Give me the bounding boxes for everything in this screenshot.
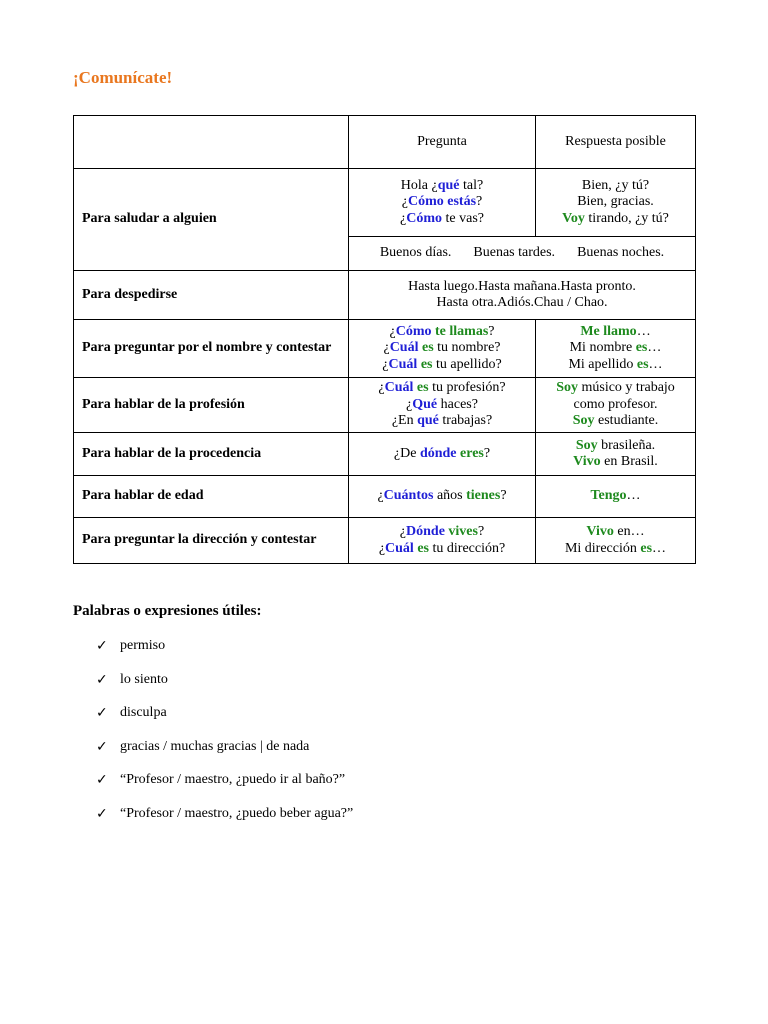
text-segment: ? bbox=[477, 524, 485, 539]
cell-line bbox=[536, 194, 695, 211]
text-segment: tirando, ¿y tú? bbox=[584, 210, 669, 226]
text-segment: en Brasil. bbox=[600, 454, 658, 469]
cell-line bbox=[349, 397, 535, 414]
table-header-row bbox=[74, 116, 696, 169]
list-item bbox=[96, 636, 353, 670]
text-segment: tu profesión? bbox=[428, 380, 506, 396]
text-segment: ¿ bbox=[378, 380, 385, 396]
row-label-saludar: Para saludar a alguien bbox=[74, 169, 349, 271]
despedida-item: Hasta pronto. bbox=[560, 278, 636, 294]
text-segment: trabajas? bbox=[438, 413, 493, 429]
keyword-green: Soy bbox=[556, 380, 578, 396]
text-segment: ¿ bbox=[378, 540, 386, 556]
useful-expressions-title: Palabras o expresiones útiles: bbox=[73, 603, 262, 619]
despedida-item: Chau / Chao. bbox=[534, 295, 608, 310]
keyword-blue: Cuál bbox=[385, 540, 414, 556]
respuesta-cell-nombre bbox=[536, 320, 696, 378]
cell-line bbox=[536, 324, 695, 341]
cell-line bbox=[536, 211, 695, 228]
phrases-table bbox=[73, 115, 696, 564]
keyword-blue: Dónde bbox=[406, 524, 445, 539]
header-respuesta: Respuesta posible bbox=[536, 116, 696, 169]
keyword-green: Vivo bbox=[573, 454, 601, 469]
list-item-text: gracias / muchas gracias | de nada bbox=[120, 738, 310, 754]
respuesta-cell-saludar bbox=[536, 169, 696, 237]
text-segment: tu nombre? bbox=[433, 340, 501, 356]
keyword-green: Soy bbox=[572, 413, 595, 429]
text-segment: … bbox=[626, 488, 641, 504]
saludo-item: Buenos días. bbox=[379, 245, 452, 261]
text-segment: tu apellido? bbox=[432, 356, 502, 372]
text-segment: ¿En bbox=[391, 413, 418, 429]
pregunta-cell-edad bbox=[349, 476, 536, 518]
check-icon: ✓ bbox=[96, 705, 108, 722]
text-segment: tal? bbox=[459, 177, 484, 193]
text-segment: ¿ bbox=[399, 524, 407, 539]
cell-line bbox=[349, 357, 535, 374]
text-segment: … bbox=[648, 356, 663, 372]
text-segment: haces? bbox=[437, 396, 478, 412]
saludo-item: Buenas tardes. bbox=[473, 245, 556, 261]
cell-line bbox=[349, 488, 535, 505]
text-segment: … bbox=[636, 323, 651, 339]
keyword-blue: Cuál bbox=[388, 356, 418, 372]
despedidas-cell bbox=[349, 271, 696, 320]
text-segment: estudiante. bbox=[594, 413, 659, 429]
cell-line bbox=[536, 454, 695, 471]
cell-line bbox=[536, 438, 695, 455]
cell-line bbox=[349, 446, 535, 463]
pregunta-cell-saludar bbox=[349, 169, 536, 237]
list-item bbox=[96, 703, 353, 737]
keyword-blue: qué bbox=[417, 413, 439, 429]
cell-line bbox=[349, 541, 535, 558]
keyword-green: Tengo bbox=[590, 488, 627, 504]
row-label-procedencia: Para hablar de la procedencia bbox=[74, 433, 349, 476]
text-segment: … bbox=[652, 540, 667, 556]
saludos-cell bbox=[349, 237, 696, 271]
saludo-item: Buenas noches. bbox=[577, 245, 665, 261]
check-icon: ✓ bbox=[96, 772, 108, 789]
row-label-despedirse: Para despedirse bbox=[74, 271, 349, 320]
text-segment: ? bbox=[483, 445, 491, 461]
cell-line bbox=[349, 380, 535, 397]
check-icon: ✓ bbox=[96, 738, 108, 755]
keyword-blue: Cuál bbox=[384, 380, 414, 396]
keyword-blue: dónde bbox=[419, 445, 457, 461]
keyword-green: eres bbox=[460, 445, 484, 461]
text-segment: años bbox=[433, 488, 467, 504]
cell-line bbox=[536, 488, 695, 505]
pregunta-cell-nombre bbox=[349, 320, 536, 378]
respuesta-cell-procedencia bbox=[536, 433, 696, 476]
respuesta-cell-profesion bbox=[536, 378, 696, 433]
keyword-blue: Cómo bbox=[395, 323, 432, 339]
text-segment: Mi dirección bbox=[564, 540, 641, 556]
cell-line bbox=[349, 413, 535, 430]
keyword-green: vives bbox=[448, 524, 478, 539]
pregunta-cell-procedencia bbox=[349, 433, 536, 476]
row-label-nombre: Para preguntar por el nombre y contestar bbox=[74, 320, 349, 378]
cell-line bbox=[536, 397, 695, 414]
table-row-edad bbox=[74, 476, 696, 518]
cell-line bbox=[536, 524, 695, 541]
header-empty-cell bbox=[74, 116, 349, 169]
text-segment: ? bbox=[488, 323, 495, 339]
text-segment: Mi apellido bbox=[568, 356, 637, 372]
keyword-blue: Cómo bbox=[406, 210, 442, 226]
pregunta-cell-direccion bbox=[349, 518, 536, 564]
despedida-item: Hasta mañana. bbox=[478, 278, 561, 294]
keyword-green: Voy bbox=[562, 210, 585, 226]
cell-line bbox=[536, 357, 695, 374]
list-item-text: “Profesor / maestro, ¿puedo ir al baño?” bbox=[120, 772, 346, 788]
keyword-green: es bbox=[417, 540, 429, 556]
keyword-green: es bbox=[640, 540, 653, 556]
table-row-saludar bbox=[74, 169, 696, 237]
text-segment: brasileña. bbox=[597, 437, 656, 453]
keyword-green: Me llamo bbox=[580, 323, 637, 339]
text-segment: Hola ¿ bbox=[400, 177, 438, 193]
table-row-procedencia bbox=[74, 433, 696, 476]
header-pregunta: Pregunta bbox=[349, 116, 536, 169]
keyword-green: es bbox=[420, 356, 433, 372]
despedida-item: Hasta luego. bbox=[408, 278, 479, 294]
list-item bbox=[96, 770, 353, 804]
table-row-nombre bbox=[74, 320, 696, 378]
keyword-green: te llamas bbox=[435, 323, 489, 339]
cell-line bbox=[349, 178, 535, 195]
keyword-green: es bbox=[421, 340, 434, 356]
text-segment: ¿ bbox=[383, 340, 390, 356]
keyword-green: tienes bbox=[466, 488, 501, 504]
text-segment: Bien, ¿y tú? bbox=[581, 177, 650, 193]
cell-line bbox=[536, 541, 695, 558]
table-row-profesion bbox=[74, 378, 696, 433]
despedida-item: Adiós. bbox=[497, 295, 535, 310]
despedida-item: Hasta otra. bbox=[436, 295, 498, 310]
text-segment: tu dirección? bbox=[429, 540, 506, 556]
cell-line bbox=[349, 211, 535, 228]
text-segment: … bbox=[647, 340, 662, 356]
text-segment: ¿ bbox=[382, 356, 389, 372]
keyword-blue: Cuál bbox=[389, 340, 419, 356]
keyword-green: Vivo bbox=[586, 524, 614, 539]
keyword-blue: Qué bbox=[412, 396, 438, 412]
text-segment: ¿ bbox=[400, 210, 407, 226]
table-row-despedirse bbox=[74, 271, 696, 320]
respuesta-cell-direccion bbox=[536, 518, 696, 564]
text-segment: ¿ bbox=[401, 194, 408, 210]
cell-line bbox=[349, 340, 535, 357]
cell-line bbox=[349, 194, 535, 211]
respuesta-cell-edad bbox=[536, 476, 696, 518]
keyword-green: es bbox=[635, 340, 648, 356]
cell-line bbox=[349, 324, 535, 341]
check-icon: ✓ bbox=[96, 671, 108, 688]
keyword-green: Soy bbox=[575, 437, 598, 453]
list-item-text: disculpa bbox=[120, 705, 167, 721]
cell-line bbox=[349, 524, 535, 541]
row-label-profesion: Para hablar de la profesión bbox=[74, 378, 349, 433]
text-segment: Bien, gracias. bbox=[577, 194, 654, 210]
row-label-direccion: Para preguntar la dirección y contestar bbox=[74, 518, 349, 564]
text-segment: en… bbox=[613, 524, 645, 539]
pregunta-cell-profesion bbox=[349, 378, 536, 433]
keyword-blue: qué bbox=[437, 177, 460, 193]
text-segment: músico y trabajo bbox=[577, 380, 675, 396]
text-segment: ? bbox=[500, 488, 507, 504]
cell-line bbox=[536, 380, 695, 397]
list-item-text: permiso bbox=[120, 638, 166, 653]
text-segment: ¿De bbox=[393, 445, 420, 461]
list-item-text: “Profesor / maestro, ¿puedo beber agua?” bbox=[120, 805, 354, 821]
list-item bbox=[96, 804, 353, 838]
table-row-direccion bbox=[74, 518, 696, 564]
row-label-edad: Para hablar de edad bbox=[74, 476, 349, 518]
check-icon: ✓ bbox=[96, 638, 108, 654]
text-segment: ¿ bbox=[406, 396, 413, 412]
keyword-green: es bbox=[416, 380, 429, 396]
text-segment: ¿ bbox=[389, 323, 396, 339]
check-icon: ✓ bbox=[96, 805, 108, 822]
cell-line bbox=[536, 340, 695, 357]
list-item-text: lo siento bbox=[120, 671, 168, 687]
text-segment: ? bbox=[476, 194, 483, 210]
list-item bbox=[96, 670, 353, 704]
cell-line bbox=[536, 413, 695, 430]
useful-expressions-list bbox=[96, 636, 353, 838]
keyword-blue: Cómo estás bbox=[407, 194, 477, 210]
list-item bbox=[96, 737, 353, 771]
keyword-green: es bbox=[636, 356, 649, 372]
text-segment: como profesor. bbox=[573, 396, 658, 412]
keyword-blue: Cuántos bbox=[383, 488, 434, 504]
page-title: ¡Comunícate! bbox=[73, 68, 173, 87]
cell-line bbox=[536, 178, 695, 195]
text-segment: Mi nombre bbox=[569, 340, 636, 356]
text-segment: ¿ bbox=[377, 488, 384, 504]
text-segment: te vas? bbox=[442, 210, 484, 226]
